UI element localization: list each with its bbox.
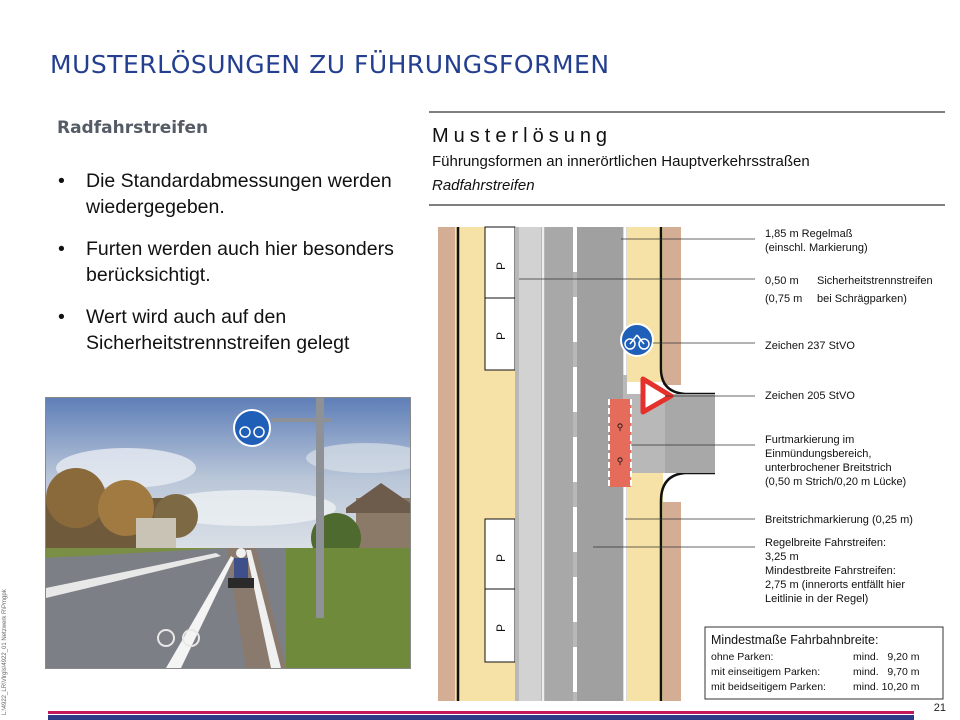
annotation-text: unterbrochener Breitstrich [765,462,892,474]
document-code: L:\4922_LR\Vlrgls\4922_01 Netzwerk R\Pmgpk [2,589,8,715]
annotation-text: Leitlinie in der Regel) [765,593,869,605]
bullet-item: • Die Standardabmessungen werden wiedergegeben. [58,170,392,218]
section-subtitle: Radfahrstreifen [57,118,209,138]
page-number: 21 [933,702,946,714]
table-row-value: mind. 10,20 m [853,681,920,693]
annotation-text: 3,25 m [765,551,799,563]
bike-lane-top [627,227,663,382]
table-row-label: mit beidseitigem Parken: [711,681,826,693]
diagram-subheader-italic: Radfahrstreifen [432,177,535,194]
annotation-text: Zeichen 205 StVO [765,390,855,402]
bike-ford-marking [609,399,631,487]
bike-lane-bottom [627,469,663,701]
annotation-text: 2,75 m (innerorts entfällt hier [765,579,906,591]
footer-rule-blue [48,715,914,720]
parking-label: P [494,553,508,562]
parking-label: P [494,331,508,340]
annotation-text: Regelbreite Fahrstreifen: [765,537,887,549]
annotation-text: (0,75 m [765,293,803,305]
bike-ford-icon: ⚲ [616,422,624,432]
annotation-text: Mindestbreite Fahrstreifen: [765,565,896,577]
annotation-text: (0,50 m Strich/0,20 m Lücke) [765,476,907,488]
annotation-text: Breitstrichmarkierung (0,25 m) [765,514,913,526]
annotation-text: 1,85 m Regelmaß [765,228,853,240]
annotation-text: Sicherheitstrennstreifen [817,275,933,287]
bullet-text: Furten werden auch hier besonders berücksichtigt. [86,238,394,286]
diagram-subheader: Führungsformen an innerörtlichen Hauptverkehrsstraßen [432,153,810,170]
table-row-label: mit einseitigem Parken: [711,666,821,678]
parking-label: P [494,261,508,270]
table-row-value: mind. 9,20 m [853,651,920,663]
annotation-text: Einmündungsbereich, [765,448,872,460]
table-row-value: mind. 9,70 m [853,666,920,678]
street-photo-illustration [46,398,410,668]
annotation-text: (einschl. Markierung) [765,242,868,254]
annotation-text: Furtmarkierung im [765,434,855,446]
bullet-item: • Furten werden auch hier besonders berücksichtigt. [58,238,394,286]
table-title: Mindestmaße Fahrbahnbreite: [711,633,879,647]
road-diagram [425,107,947,701]
parking-area-bottom [485,519,515,662]
bullet-text: Wert wird auch auf den Sicherheitstrennstreifen gelegt [86,306,350,354]
left-verge [438,227,455,701]
bullet-list [58,168,418,372]
right-verge-top [663,227,681,385]
footer-rule-red [48,711,914,714]
street-photo [45,397,411,669]
bullet-item: • Wert wird auch auf den Sicherheitstrennstreifen gelegt [58,306,350,354]
annotation-text: 0,50 m [765,275,799,287]
page-title: MUSTERLÖSUNGEN ZU FÜHRUNGSFORMEN [50,50,610,79]
bike-ford-icon: ⚲ [616,456,624,466]
parking-label: P [494,623,508,632]
diagram-header: Musterlösung [432,125,613,147]
table-row-label: ohne Parken: [711,651,774,663]
bike-sign-icon [621,324,653,356]
annotation-text: bei Schrägparken) [817,293,907,305]
right-verge-bottom [663,502,681,701]
annotation-text: Zeichen 237 StVO [765,340,855,352]
bullet-text: Die Standardabmessungen werden wiedergegeben. [86,170,392,218]
